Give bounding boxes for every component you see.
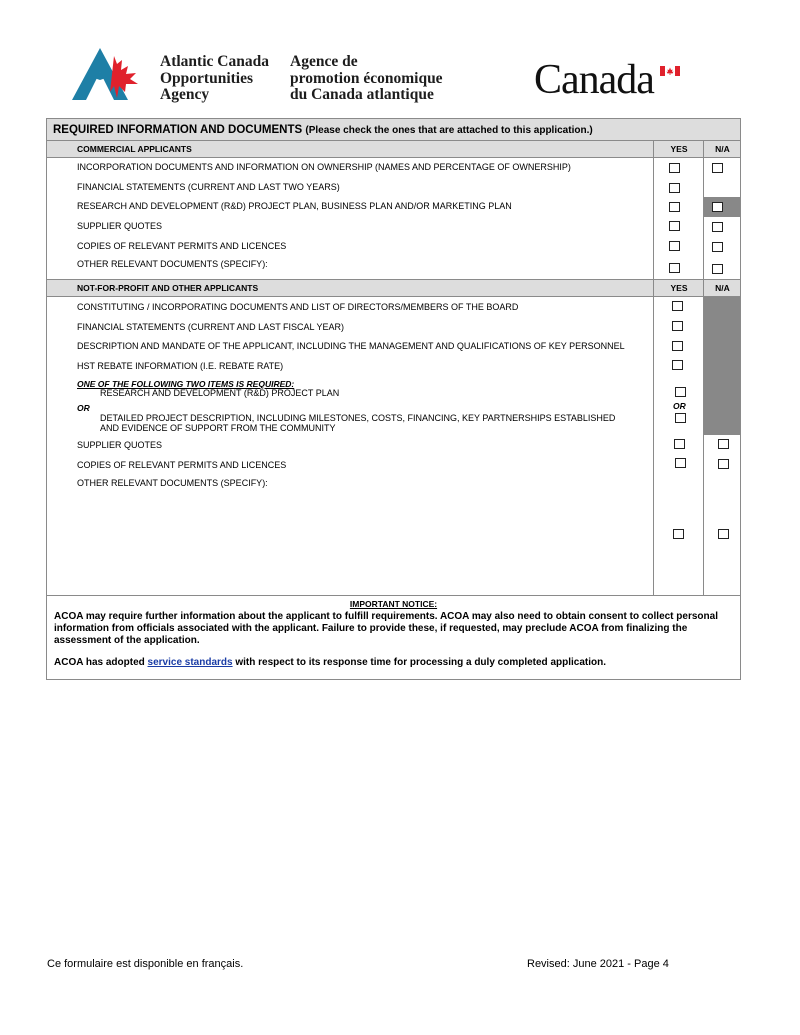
nonprofit-header [47,280,740,297]
nonprofit-item-supplier-quotes: SUPPLIER QUOTES [77,440,163,450]
service-standards-line [54,657,606,668]
checkbox-yes-rnd[interactable] [669,202,680,212]
service-standards-link[interactable]: service standards [147,657,233,668]
form-title: REQUIRED INFORMATION AND DOCUMENTS [53,124,303,136]
required-option-rnd: RESEARCH AND DEVELOPMENT (R&D) PROJECT PLAN [100,388,340,398]
yes-header: YES [670,283,688,293]
commercial-item-rnd: RESEARCH AND DEVELOPMENT (R&D) PROJECT PLAN, BUSINESS PLAN AND/OR MARKETING PLAN [77,201,512,211]
nonprofit-section [47,280,740,595]
notice-body: ACOA may require further information about the applicant to fulfill requirements. ACOA may also need to obtain consent to collect personal information from officials associated with the applicant. Failure to provide these, if requested, may preclude ACOA from finalizing the assessment of the application. [54,611,718,646]
canada-wordmark: Canada [534,57,654,103]
checkbox-yes-description[interactable] [672,341,683,351]
commercial-item-permits: COPIES OF RELEVANT PERMITS AND LICENCES [77,241,287,251]
checkbox-yes-permits[interactable] [669,241,680,251]
checkbox-na-incorporation[interactable] [712,163,723,173]
checkbox-na-np-permits[interactable] [718,459,729,469]
required-option-project-line2: AND EVIDENCE OF SUPPORT FROM THE COMMUNITY [100,423,336,433]
checkbox-yes-constituting[interactable] [672,301,683,311]
form-title-bar [47,119,740,141]
commercial-item-supplier-quotes: SUPPLIER QUOTES [77,221,163,231]
na-header: N/A [715,283,730,293]
form-title-note: (Please check the ones that are attached to this application.) [305,125,593,136]
checkbox-yes-required-rnd[interactable] [675,387,686,397]
checkbox-na-other[interactable] [712,264,723,274]
nonprofit-heading: NOT-FOR-PROFIT AND OTHER APPLICANTS [77,283,259,293]
footer-revision: Revised: June 2021 - Page 4 [527,958,669,970]
checkbox-na-permits[interactable] [712,242,723,252]
required-option-project-line1: DETAILED PROJECT DESCRIPTION, INCLUDING MILESTONES, COSTS, FINANCING, KEY PARTNERSHIPS ESTABLISHED [100,413,616,423]
commercial-header [47,141,740,158]
required-documents-form [46,118,741,680]
nonprofit-item-financial: FINANCIAL STATEMENTS (CURRENT AND LAST FISCAL YEAR) [77,322,345,332]
commercial-item-other: OTHER RELEVANT DOCUMENTS (SPECIFY): [77,259,268,269]
checkbox-yes-other[interactable] [669,263,680,273]
nonprofit-item-permits: COPIES OF RELEVANT PERMITS AND LICENCES [77,460,287,470]
checkbox-yes-hst[interactable] [672,360,683,370]
checkbox-yes-np-supplier-quotes[interactable] [674,439,685,449]
nonprofit-item-constituting: CONSTITUTING / INCORPORATING DOCUMENTS AND LIST OF DIRECTORS/MEMBERS OF THE BOARD [77,302,519,312]
checkbox-yes-financial[interactable] [669,183,680,193]
required-items-title: ONE OF THE FOLLOWING TWO ITEMS IS REQUIRED: [77,379,295,389]
commercial-item-financial: FINANCIAL STATEMENTS (CURRENT AND LAST TWO YEARS) [77,182,340,192]
checkbox-yes-incorporation[interactable] [669,163,680,173]
nonprofit-item-hst: HST REBATE INFORMATION (I.E. REBATE RATE) [77,361,284,371]
yes-header: YES [670,144,688,154]
checkbox-yes-np-other[interactable] [673,529,684,539]
checkbox-yes-np-financial[interactable] [672,321,683,331]
important-notice [47,595,740,681]
na-header: N/A [715,144,730,154]
commercial-heading: COMMERCIAL APPLICANTS [77,144,192,154]
canada-flag-icon [660,66,680,76]
commercial-section [47,141,740,279]
agency-name-en: Atlantic Canada Opportunities Agency [160,53,269,103]
acoa-logo-icon [70,46,142,102]
checkbox-na-supplier-quotes[interactable] [712,222,723,232]
na-shaded-cell [704,297,740,435]
agency-name-fr: Agence de promotion économique du Canada atlantique [290,53,443,103]
checkbox-yes-required-project[interactable] [675,413,686,423]
checkbox-yes-np-permits[interactable] [675,458,686,468]
checkbox-na-np-supplier-quotes[interactable] [718,439,729,449]
commercial-item-incorporation: INCORPORATION DOCUMENTS AND INFORMATION ON OWNERSHIP (NAMES AND PERCENTAGE OF OWNERSHIP) [77,162,571,172]
service-standards-prefix: ACOA has adopted [54,657,145,668]
service-standards-suffix: with respect to its response time for processing a duly completed application. [235,657,607,668]
nonprofit-item-other: OTHER RELEVANT DOCUMENTS (SPECIFY): [77,478,268,488]
checkbox-yes-supplier-quotes[interactable] [669,221,680,231]
checkbox-na-np-other[interactable] [718,529,729,539]
or-label-checkbox: OR [673,401,686,411]
footer-french-notice: Ce formulaire est disponible en français. [47,958,244,970]
nonprofit-item-description: DESCRIPTION AND MANDATE OF THE APPLICANT, INCLUDING THE MANAGEMENT AND QUALIFICATIONS OF KEY PERSONNEL [77,341,625,351]
checkbox-na-rnd[interactable] [712,202,723,212]
notice-title: IMPORTANT NOTICE: [349,599,438,609]
or-label: OR [77,403,90,413]
